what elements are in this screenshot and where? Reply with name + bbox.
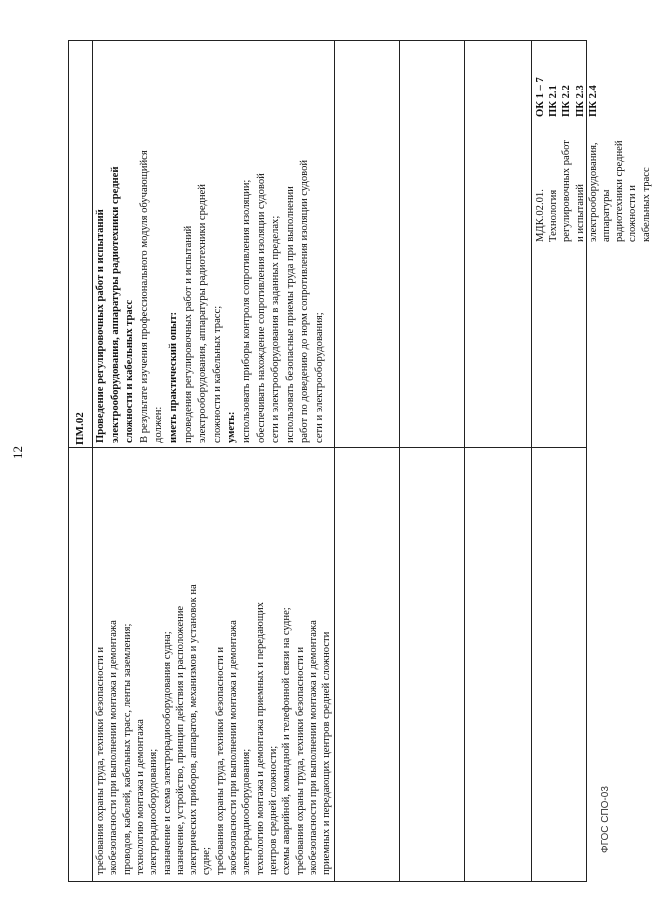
module-block-line: сети и электрооборудования; (314, 312, 325, 443)
top-block-line: судне; (201, 847, 213, 875)
module-block-line: работ по доведению до норм сопротивления изоляции судовой (299, 159, 311, 443)
module-block-line: уметь: (226, 411, 238, 443)
mdk-block-line: Технология (548, 189, 560, 242)
ok-block-line: ПК 2.2 (561, 85, 573, 117)
module-code: ПМ.02 (74, 412, 86, 445)
module-block-line: проведения регулировочных работ и испытаний (182, 225, 194, 443)
mdk-block-line: регулировочных работ (561, 140, 573, 242)
top-block-line: центров средней сложности; (267, 745, 279, 875)
module-block-line: электрооборудования, аппаратуры радиотехники средней (109, 166, 121, 443)
module-block-line: В результате изучения профессионального модуля обучающийся (138, 150, 150, 443)
module-block-line: сети и электрооборудования в заданных пределах; (270, 215, 282, 443)
column-divider-mdk (531, 41, 532, 881)
column-divider-code (92, 41, 93, 881)
ok-block-line: ПК 2.4 (587, 85, 599, 117)
top-block-line: требования охраны труда, техники безопасности и (294, 647, 306, 875)
top-block-line: назначение, устройство, принцип действия и расположение (174, 605, 186, 875)
ok-block-line: ОК 1 – 7 (535, 77, 546, 117)
mdk-block-line: радиотехники средней (614, 140, 626, 242)
top-block-line: требования охраны труда, техники безопасности и (95, 647, 106, 875)
row-divider (69, 447, 586, 448)
footer-standard: ФГОС СПО-03 (600, 786, 611, 853)
ok-block-line: ПК 2.3 (574, 85, 586, 117)
top-block-line: экобезопасности при выполнении монтажа и демонтажа (108, 620, 120, 875)
module-block-line: должен: (153, 406, 165, 443)
page-number: 12 (10, 446, 25, 459)
module-block-line: использовать приборы контроля сопротивления изоляции; (241, 179, 252, 443)
column-divider-hours-1 (399, 41, 400, 881)
mdk-block-line: и испытаний (574, 184, 586, 242)
module-block-line: использовать безопасные приемы труда при выполнении (284, 186, 296, 443)
top-block-line: схемы аварийной, командной и телефонной связи на судне; (281, 607, 293, 875)
top-block-line: электрорадиооборудования; (148, 748, 160, 875)
top-block-line: экобезопасности при выполнении монтажа и демонтажа (228, 620, 239, 875)
mdk-block-line: аппаратуры (601, 189, 612, 242)
column-divider-content (334, 41, 335, 881)
module-block-line: Проведение регулировочных работ и испытаний (95, 209, 106, 443)
mdk-block-line: МДК.02.01. (535, 189, 546, 242)
top-block-line: технологию монтажа и демонтажа приемных и передающих (254, 602, 266, 875)
top-block-line: назначение и схема электрорадиооборудования судна; (161, 631, 173, 875)
top-block-line: приемных и передающих центров средней сложности (321, 631, 333, 875)
top-block-line: требования охраны труда, техники безопасности и (214, 647, 226, 875)
top-block-line: электрических приборов, аппаратов, механизмов и установок на (188, 584, 200, 875)
top-block-line: экобезопасности при выполнении монтажа и демонтажа (307, 620, 319, 875)
module-block-line: обеспечивать нахождение сопротивления изоляции судовой (255, 173, 267, 443)
module-block-line: электрооборудования, аппаратуры радиотехники средней (197, 184, 209, 443)
mdk-block-line: кабельных трасс (640, 167, 652, 242)
ok-block-line: ПК 2.1 (548, 85, 560, 117)
top-block-line: электрорадиооборудования; (241, 748, 253, 875)
mdk-block-line: сложности и (627, 185, 639, 242)
column-divider-hours-2 (464, 41, 465, 881)
module-block-line: сложности и кабельных трасс; (211, 305, 223, 443)
mdk-block-line: электрооборудования, (587, 142, 599, 242)
module-block-line: иметь практический опыт: (168, 311, 179, 443)
top-block-line: технологию монтажа и демонтажа (134, 719, 146, 875)
top-block-line: проводов, кабелей, кабельных трасс, ленты заземления; (121, 623, 133, 875)
module-block-line: сложности и кабельных трасс (124, 299, 136, 443)
